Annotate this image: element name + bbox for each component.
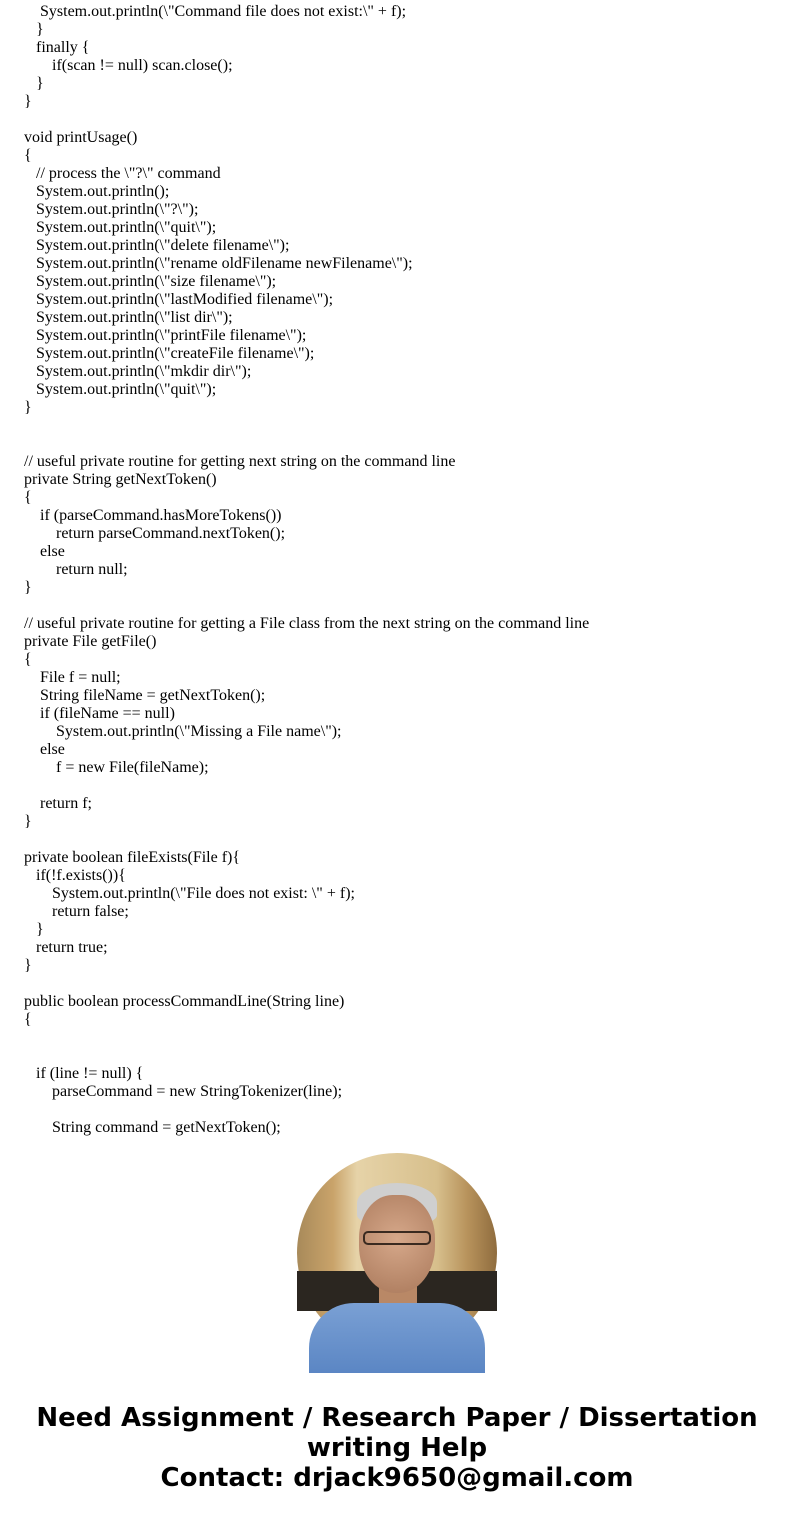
code-line: return f;	[24, 795, 92, 812]
code-line: }	[24, 957, 32, 974]
code-line: else	[24, 741, 65, 758]
code-line: }	[24, 813, 32, 830]
code-line: System.out.println(\"quit\");	[24, 381, 217, 398]
code-line	[24, 831, 794, 849]
code-line: }	[24, 75, 44, 92]
code-line: {	[24, 1011, 32, 1028]
code-line: }	[24, 579, 32, 596]
code-line: else	[24, 543, 65, 560]
banner-line-2: writing Help	[306, 1433, 488, 1463]
code-line: System.out.println(\"Command file does not exist:\" + f);	[24, 3, 407, 20]
code-line: System.out.println(\"printFile filename\");	[24, 327, 307, 344]
banner-line-1: Need Assignment / Research Paper / Dissertation	[36, 1403, 758, 1433]
code-line	[24, 1029, 794, 1047]
code-line: System.out.println(\"lastModified filename\");	[24, 291, 334, 308]
code-line: }	[24, 93, 32, 110]
code-line: if (line != null) {	[24, 1065, 144, 1082]
code-line: f = new File(fileName);	[24, 759, 209, 776]
code-line: File f = null;	[24, 669, 121, 686]
code-line: if (parseCommand.hasMoreTokens())	[24, 507, 282, 524]
code-line: // useful private routine for getting next string on the command line	[24, 453, 456, 470]
code-line: if (fileName == null)	[24, 705, 175, 722]
code-line: private File getFile()	[24, 633, 157, 650]
code-line	[24, 975, 794, 993]
code-line: if(!f.exists()){	[24, 867, 126, 884]
code-line: System.out.println(\"quit\");	[24, 219, 217, 236]
code-line: System.out.println(\"createFile filename\");	[24, 345, 315, 362]
code-line: return false;	[24, 903, 129, 920]
code-line: public boolean processCommandLine(String line)	[24, 993, 345, 1010]
code-line: return null;	[24, 561, 128, 578]
author-photo	[297, 1153, 497, 1353]
code-line: }	[24, 921, 44, 938]
code-line: return true;	[24, 939, 108, 956]
code-line: System.out.println(\"mkdir dir\");	[24, 363, 252, 380]
code-line: System.out.println(\"?\");	[24, 201, 199, 218]
code-line: String fileName = getNextToken();	[24, 687, 266, 704]
code-line: finally {	[24, 39, 90, 56]
code-line	[24, 1101, 794, 1119]
code-line	[24, 777, 794, 795]
code-line: System.out.println(\"delete filename\");	[24, 237, 290, 254]
code-line: System.out.println(\"rename oldFilename newFilename\");	[24, 255, 413, 272]
contact-email: Contact: drjack9650@gmail.com	[160, 1463, 634, 1493]
code-line: {	[24, 651, 32, 668]
code-line	[24, 417, 794, 435]
code-line: System.out.println(\"Missing a File name\");	[24, 723, 342, 740]
photo-shirt	[309, 1303, 485, 1373]
code-line: System.out.println();	[24, 183, 170, 200]
code-line: void printUsage()	[24, 129, 138, 146]
code-line: return parseCommand.nextToken();	[24, 525, 286, 542]
code-line: private boolean fileExists(File f){	[24, 849, 241, 866]
photo-glasses	[363, 1231, 431, 1245]
code-line	[24, 1047, 794, 1065]
code-line: String command = getNextToken();	[24, 1119, 281, 1136]
code-line	[24, 435, 794, 453]
code-line: if(scan != null) scan.close();	[24, 57, 233, 74]
code-line: // useful private routine for getting a File class from the next string on the command line	[24, 615, 590, 632]
code-line: System.out.println(\"size filename\");	[24, 273, 277, 290]
code-line: }	[24, 21, 44, 38]
code-line: // process the \"?\" command	[24, 165, 221, 182]
contact-banner	[0, 1403, 794, 1493]
code-line	[24, 111, 794, 129]
code-line: parseCommand = new StringTokenizer(line);	[24, 1083, 343, 1100]
code-line	[24, 597, 794, 615]
code-line: System.out.println(\"list dir\");	[24, 309, 233, 326]
code-line: {	[24, 489, 32, 506]
code-line: }	[24, 399, 32, 416]
code-line: private String getNextToken()	[24, 471, 217, 488]
code-line: {	[24, 147, 32, 164]
code-line: System.out.println(\"File does not exist: \" + f);	[24, 885, 355, 902]
